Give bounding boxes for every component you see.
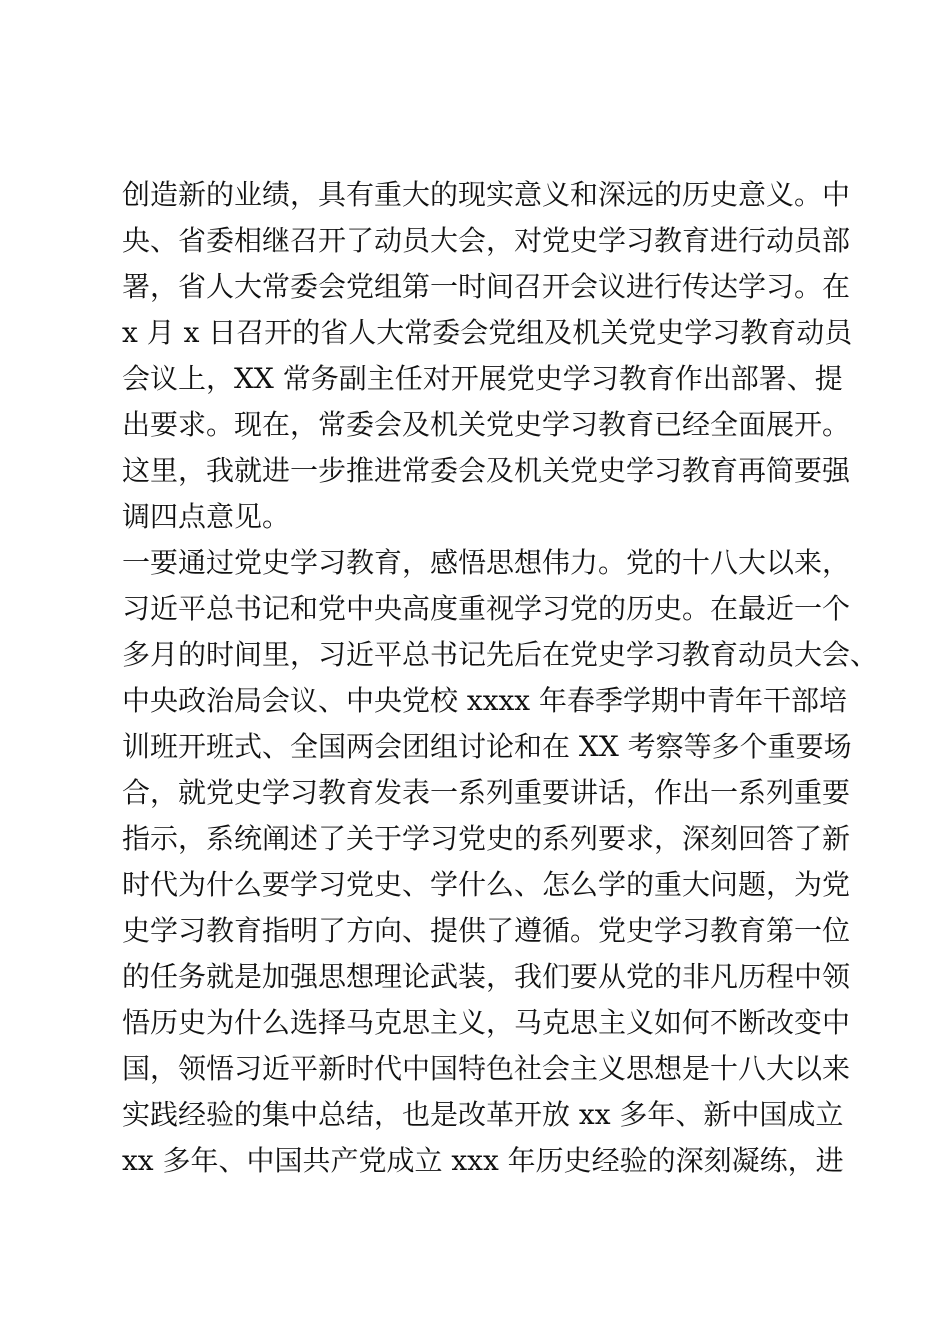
body-text [122, 172, 879, 1184]
text-line: 这里，我就进一步推进常委会及机关党史学习教育再简要强 [122, 454, 851, 487]
text-line: 的任务就是加强思想理论武装，我们要从党的非凡历程中领 [122, 960, 851, 993]
text-line: 多月的时间里，习近平总书记先后在党史学习教育动员大会、 [122, 638, 879, 671]
text-line: 习近平总书记和党中央高度重视学习党的历史。在最近一个 [122, 592, 851, 625]
text-line: 中央政治局会议、中央党校 xxxx 年春季学期中青年干部培 [122, 684, 847, 717]
text-line: 央、省委相继召开了动员大会，对党史学习教育进行动员部 [122, 224, 851, 257]
text-line: 指示，系统阐述了关于学习党史的系列要求，深刻回答了新 [122, 822, 851, 855]
text-line: 悟历史为什么选择马克思主义，马克思主义如何不断改变中 [122, 1006, 851, 1039]
text-line: xx 多年、中国共产党成立 xxx 年历史经验的深刻凝练，进 [122, 1144, 844, 1177]
text-line: 训班开班式、全国两会团组讨论和在 XX 考察等多个重要场 [122, 730, 852, 763]
text-line: 合，就党史学习教育发表一系列重要讲话，作出一系列重要 [122, 776, 851, 809]
text-line: 调四点意见。 [122, 500, 291, 533]
text-line: 创造新的业绩，具有重大的现实意义和深远的历史意义。中 [122, 178, 851, 211]
text-line: x 月 x 日召开的省人大常委会党组及机关党史学习教育动员 [122, 316, 853, 349]
text-line: 一要通过党史学习教育，感悟思想伟力。党的十八大以来， [122, 546, 851, 579]
text-line: 史学习教育指明了方向、提供了遵循。党史学习教育第一位 [122, 914, 851, 947]
text-line: 会议上，XX 常务副主任对开展党史学习教育作出部署、提 [122, 362, 843, 395]
text-line: 出要求。现在，常委会及机关党史学习教育已经全面展开。 [122, 408, 851, 441]
text-line: 署，省人大常委会党组第一时间召开会议进行传达学习。在 [122, 270, 851, 303]
text-line: 时代为什么要学习党史、学什么、怎么学的重大问题，为党 [122, 868, 851, 901]
text-line: 实践经验的集中总结，也是改革开放 xx 多年、新中国成立 [122, 1098, 844, 1131]
text-line: 国，领悟习近平新时代中国特色社会主义思想是十八大以来 [122, 1052, 851, 1085]
